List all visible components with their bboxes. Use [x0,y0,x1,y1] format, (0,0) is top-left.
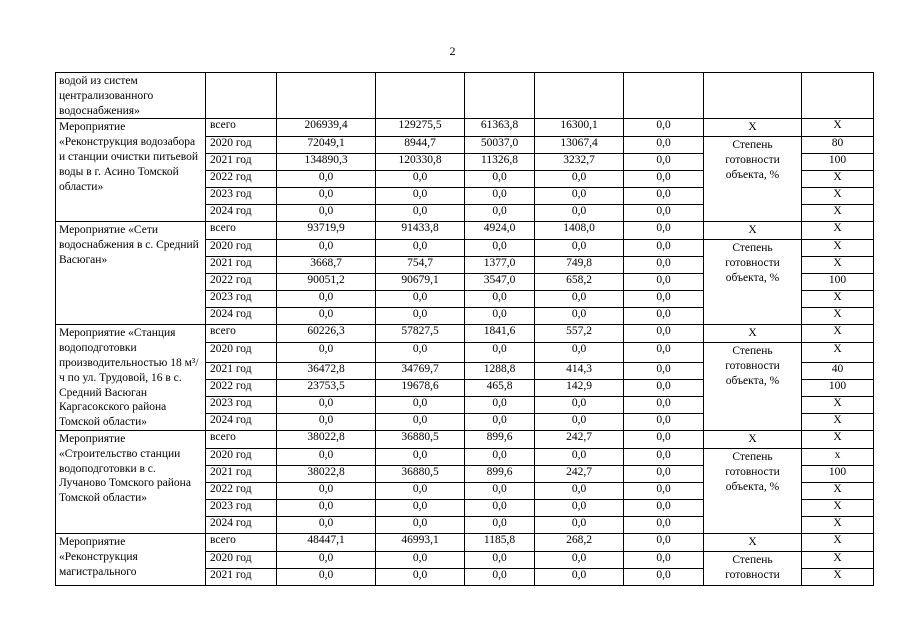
funding-cell: 0,0 [624,482,704,499]
funding-cell: 0,0 [624,222,704,240]
indicator-value-cell: Х [802,430,874,448]
year-cell: 2020 год [206,240,277,257]
funding-cell: 0,0 [465,308,535,325]
funding-cell: 0,0 [624,274,704,291]
funding-cell: 0,0 [465,188,535,205]
table-row [56,325,874,343]
table-row [56,119,874,137]
table-row [56,533,874,551]
funding-cell: 0,0 [465,499,535,516]
table-row [56,430,874,448]
event-name-cell: Мероприятие «Строительство станции водоподготовки в с. Лучаново Томского района Томской области» [56,430,206,533]
indicator-value-cell: 100 [802,274,874,291]
funding-cell: 0,0 [624,499,704,516]
indicator-value-cell: Х [802,308,874,325]
indicator-value-cell: Х [802,257,874,274]
empty-cell [704,73,802,119]
indicator-value-cell: Х [802,188,874,205]
funding-cell: 0,0 [624,465,704,482]
funding-cell: 0,0 [624,154,704,171]
funding-cell: 0,0 [376,205,465,222]
indicator-label-cell: Степень готовности объекта, % [704,343,802,431]
funding-cell: 749,8 [535,257,624,274]
funding-cell: 0,0 [376,188,465,205]
funding-cell: 61363,8 [465,119,535,137]
year-cell: всего [206,119,277,137]
funding-cell: 0,0 [535,171,624,188]
total-cell: 72049,1 [277,137,376,154]
indicator-value-cell: х [802,448,874,465]
empty-cell [465,73,535,119]
total-cell: 0,0 [277,291,376,308]
indicator-value-cell: 100 [802,154,874,171]
funding-cell: 1288,8 [465,362,535,379]
funding-cell: 0,0 [465,205,535,222]
funding-cell: 0,0 [624,379,704,396]
total-cell: 0,0 [277,205,376,222]
total-cell: 23753,5 [277,379,376,396]
funding-cell: 0,0 [376,413,465,430]
indicator-value-cell: Х [802,413,874,430]
funding-cell: 0,0 [376,499,465,516]
indicator-value-cell: 80 [802,137,874,154]
year-cell: всего [206,533,277,551]
table-row [56,222,874,240]
funding-cell: 899,6 [465,465,535,482]
funding-cell: 0,0 [624,448,704,465]
funding-cell: 50037,0 [465,137,535,154]
total-cell: 0,0 [277,499,376,516]
funding-cell: 0,0 [465,516,535,533]
indicator-value-cell: Х [802,499,874,516]
indicator-label-cell: Степень готовности объекта, % [704,448,802,533]
indicator-value-cell: Х [802,482,874,499]
indicator-value-cell: Х [802,291,874,308]
funding-cell: 0,0 [624,137,704,154]
funding-cell: 4924,0 [465,222,535,240]
funding-cell: 0,0 [624,171,704,188]
funding-cell: 3232,7 [535,154,624,171]
funding-cell: 0,0 [624,325,704,343]
total-cell: 3668,7 [277,257,376,274]
total-cell: 0,0 [277,343,376,363]
funding-cell: 16300,1 [535,119,624,137]
total-cell: 0,0 [277,551,376,568]
funding-cell: 34769,7 [376,362,465,379]
funding-cell: 754,7 [376,257,465,274]
total-cell: 0,0 [277,413,376,430]
funding-cell: 11326,8 [465,154,535,171]
funding-cell: 0,0 [376,240,465,257]
year-cell: 2023 год [206,396,277,413]
funding-cell: 0,0 [465,448,535,465]
total-cell: 0,0 [277,448,376,465]
indicator-value-cell: Х [802,343,874,363]
funding-cell: 0,0 [376,568,465,585]
total-cell: 48447,1 [277,533,376,551]
funding-cell: 0,0 [624,291,704,308]
funding-cell: 0,0 [624,205,704,222]
year-cell: 2024 год [206,205,277,222]
funding-cell: 0,0 [624,240,704,257]
funding-cell: 0,0 [535,482,624,499]
empty-cell [802,73,874,119]
total-cell: 0,0 [277,240,376,257]
funding-cell: 90679,1 [376,274,465,291]
funding-cell: 0,0 [624,533,704,551]
indicator-x-cell: Х [704,119,802,137]
funding-cell: 0,0 [376,396,465,413]
funding-cell: 1841,6 [465,325,535,343]
year-cell: 2023 год [206,188,277,205]
total-cell: 90051,2 [277,274,376,291]
year-cell: 2022 год [206,379,277,396]
indicator-value-cell: Х [802,568,874,585]
funding-cell: 57827,5 [376,325,465,343]
total-cell: 0,0 [277,171,376,188]
funding-cell: 0,0 [535,413,624,430]
continuation-cell: водой из систем централизованного водоснабжения» [56,73,206,119]
event-name-cell: Мероприятие «Реконструкция магистрального [56,533,206,585]
event-name-cell: Мероприятие «Сети водоснабжения в с. Средний Васюган» [56,222,206,325]
year-cell: 2021 год [206,154,277,171]
funding-cell: 0,0 [624,343,704,363]
year-cell: 2023 год [206,499,277,516]
total-cell: 0,0 [277,482,376,499]
year-cell: 2020 год [206,448,277,465]
total-cell: 0,0 [277,516,376,533]
year-cell: 2020 год [206,551,277,568]
year-cell: 2022 год [206,482,277,499]
funding-cell: 0,0 [376,448,465,465]
funding-cell: 0,0 [624,308,704,325]
funding-cell: 0,0 [535,551,624,568]
funding-cell: 0,0 [465,413,535,430]
funding-cell: 242,7 [535,465,624,482]
empty-cell [206,73,277,119]
indicator-value-cell: 100 [802,379,874,396]
year-cell: 2021 год [206,568,277,585]
year-cell: 2022 год [206,171,277,188]
funding-cell: 1408,0 [535,222,624,240]
table-body [56,73,874,586]
funding-cell: 0,0 [535,568,624,585]
funding-cell: 0,0 [465,343,535,363]
funding-cell: 0,0 [376,308,465,325]
total-cell: 38022,8 [277,430,376,448]
year-cell: 2020 год [206,343,277,363]
total-cell: 0,0 [277,308,376,325]
total-cell: 134890,3 [277,154,376,171]
indicator-value-cell: Х [802,533,874,551]
event-name-cell: Мероприятие «Реконструкция водозабора и станции очистки питьевой воды в г. Асино Томской области» [56,119,206,222]
indicator-value-cell: Х [802,325,874,343]
funding-cell: 0,0 [624,413,704,430]
funding-cell: 36880,5 [376,430,465,448]
funding-cell: 0,0 [376,343,465,363]
funding-cell: 465,8 [465,379,535,396]
indicator-value-cell: Х [802,119,874,137]
funding-cell: 19678,6 [376,379,465,396]
funding-cell: 0,0 [376,551,465,568]
funding-cell: 0,0 [624,396,704,413]
year-cell: 2023 год [206,291,277,308]
indicator-value-cell: 40 [802,362,874,379]
funding-cell: 0,0 [535,240,624,257]
funding-cell: 129275,5 [376,119,465,137]
funding-cell: 36880,5 [376,465,465,482]
indicator-x-cell: Х [704,533,802,551]
page-number: 2 [449,44,456,58]
indicator-x-cell: Х [704,325,802,343]
year-cell: всего [206,430,277,448]
funding-cell: 0,0 [376,171,465,188]
total-cell: 0,0 [277,188,376,205]
budget-table [55,72,874,586]
year-cell: 2021 год [206,362,277,379]
funding-cell: 0,0 [376,291,465,308]
indicator-value-cell: 100 [802,465,874,482]
funding-cell: 0,0 [535,396,624,413]
year-cell: 2020 год [206,137,277,154]
indicator-value-cell: Х [802,171,874,188]
empty-cell [535,73,624,119]
funding-cell: 142,9 [535,379,624,396]
funding-cell: 0,0 [624,551,704,568]
funding-cell: 0,0 [624,568,704,585]
funding-cell: 899,6 [465,430,535,448]
year-cell: 2021 год [206,257,277,274]
funding-cell: 0,0 [535,205,624,222]
funding-cell: 268,2 [535,533,624,551]
empty-cell [624,73,704,119]
funding-cell: 242,7 [535,430,624,448]
funding-cell: 46993,1 [376,533,465,551]
indicator-value-cell: Х [802,396,874,413]
funding-cell: 0,0 [465,568,535,585]
empty-cell [376,73,465,119]
funding-cell: 8944,7 [376,137,465,154]
year-cell: 2024 год [206,413,277,430]
continuation-row [56,73,874,119]
indicator-value-cell: Х [802,551,874,568]
indicator-x-cell: Х [704,222,802,240]
event-name-cell: Мероприятие «Станция водоподготовки производительностью 18 м³/ч по ул. Трудовой, 16 в с. Средний Васюган Каргасокского района Томской области» [56,325,206,431]
indicator-x-cell: Х [704,430,802,448]
total-cell: 36472,8 [277,362,376,379]
year-cell: всего [206,222,277,240]
year-cell: 2024 год [206,308,277,325]
total-cell: 0,0 [277,396,376,413]
year-cell: 2022 год [206,274,277,291]
indicator-value-cell: Х [802,240,874,257]
funding-cell: 0,0 [465,396,535,413]
funding-cell: 1377,0 [465,257,535,274]
total-cell: 206939,4 [277,119,376,137]
funding-cell: 0,0 [376,482,465,499]
funding-cell: 13067,4 [535,137,624,154]
funding-cell: 0,0 [535,188,624,205]
total-cell: 93719,9 [277,222,376,240]
empty-cell [277,73,376,119]
indicator-value-cell: Х [802,205,874,222]
funding-cell: 0,0 [535,499,624,516]
funding-cell: 557,2 [535,325,624,343]
funding-cell: 91433,8 [376,222,465,240]
indicator-label-cell: Степень готовности объекта, % [704,240,802,325]
funding-cell: 3547,0 [465,274,535,291]
funding-cell: 120330,8 [376,154,465,171]
total-cell: 38022,8 [277,465,376,482]
indicator-label-cell: Степень готовности объекта, % [704,137,802,222]
year-cell: 2021 год [206,465,277,482]
year-cell: всего [206,325,277,343]
funding-cell: 0,0 [535,516,624,533]
funding-cell: 658,2 [535,274,624,291]
funding-cell: 0,0 [624,362,704,379]
funding-cell: 0,0 [624,188,704,205]
funding-cell: 0,0 [624,119,704,137]
funding-cell: 0,0 [535,448,624,465]
funding-cell: 0,0 [465,171,535,188]
funding-cell: 0,0 [465,291,535,308]
funding-cell: 0,0 [465,551,535,568]
total-cell: 60226,3 [277,325,376,343]
funding-cell: 0,0 [465,240,535,257]
indicator-value-cell: Х [802,516,874,533]
indicator-value-cell: Х [802,222,874,240]
year-cell: 2024 год [206,516,277,533]
funding-cell: 0,0 [535,308,624,325]
funding-cell: 1185,8 [465,533,535,551]
funding-cell: 0,0 [465,482,535,499]
funding-cell: 0,0 [624,257,704,274]
funding-cell: 0,0 [624,516,704,533]
funding-cell: 0,0 [535,291,624,308]
indicator-label-cell: Степень готовности [704,551,802,585]
funding-cell: 0,0 [376,516,465,533]
total-cell: 0,0 [277,568,376,585]
funding-cell: 414,3 [535,362,624,379]
funding-cell: 0,0 [624,430,704,448]
funding-cell: 0,0 [535,343,624,363]
